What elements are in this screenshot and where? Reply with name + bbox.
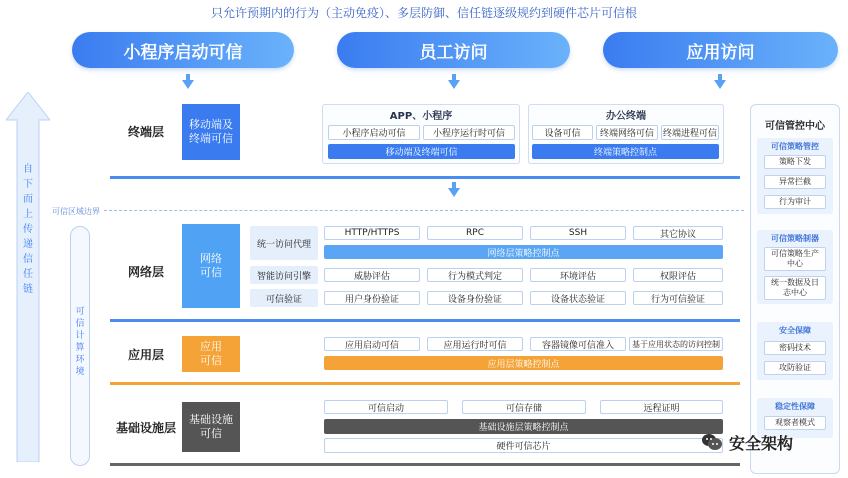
wechat-icon [701, 433, 723, 451]
infra-cell: 可信启动 [324, 400, 448, 414]
hardware-chip-cell: 硬件可信芯片 [324, 438, 723, 453]
infra-cell: 可信存储 [462, 400, 586, 414]
app-layer-cell: 应用运行时可信 [427, 337, 523, 351]
app-layer-cell: 基于应用状态的访问控制 [629, 337, 723, 351]
protocol-cell: RPC [427, 226, 523, 240]
side-item: 可信策略生产中心 [764, 247, 826, 271]
app-group-bar: 移动端及终端可信 [328, 144, 515, 159]
app-group-title: APP、小程序 [389, 110, 453, 122]
office-cell: 设备可信 [532, 125, 593, 140]
office-cell: 终端进程可信 [661, 125, 719, 140]
infra-cell: 远程证明 [600, 400, 723, 414]
network-row-tag: 统一访问代理 [250, 226, 318, 260]
app-cell: 小程序启动可信 [328, 125, 420, 140]
app-layer-cell: 应用启动可信 [324, 337, 420, 351]
infra-bar: 基础设施层策略控制点 [324, 419, 723, 434]
infra-trust-block: 基础设施 可信 [182, 402, 240, 452]
terminal-trust-block: 移动端及 终端可信 [182, 104, 240, 160]
application-bar: 应用层策略控制点 [324, 356, 723, 370]
arrow-down-icon [448, 80, 460, 89]
network-trust-block: 网络 可信 [182, 224, 240, 308]
engine-cell: 权限评估 [633, 268, 723, 282]
side-item: 统一数据及日志中心 [764, 276, 826, 300]
engine-cell: 行为模式判定 [427, 268, 523, 282]
arrow-down-icon [182, 80, 194, 89]
network-row-tag: 可信验证 [250, 289, 318, 307]
trusted-boundary-line [104, 210, 744, 211]
terminal-layer-label: 终端层 [127, 124, 164, 139]
network-bar: 网络层策略控制点 [324, 245, 723, 259]
app-cell: 小程序运行时可信 [423, 125, 515, 140]
infra-separator [110, 463, 740, 466]
application-trust-block: 应用 可信 [182, 336, 240, 372]
network-layer-label: 网络层 [127, 264, 164, 279]
protocol-cell: 其它协议 [633, 226, 723, 240]
side-item: 行为审计 [764, 195, 826, 209]
office-cell: 终端网络可信 [596, 125, 658, 140]
side-panel-title: 可信管控中心 [765, 120, 825, 132]
application-layer-label: 应用层 [127, 347, 164, 362]
side-item: 观察者模式 [764, 416, 826, 430]
engine-cell: 威胁评估 [324, 268, 420, 282]
application-separator [110, 382, 740, 385]
terminal-separator [110, 176, 740, 179]
office-group-bar: 终端策略控制点 [532, 144, 719, 159]
header-title: 只允许预期内的行为（主动免疫）、多层防御、信任链逐级规约到硬件芯片可信根 [210, 5, 637, 20]
side-item: 密码技术 [764, 341, 826, 355]
verify-cell: 设备状态验证 [530, 291, 626, 305]
side-item: 攻防验证 [764, 361, 826, 375]
trust-chain-text: 自 下 而 上 传 递 信 任 链 [23, 164, 33, 295]
network-row-tag: 智能访问引擎 [250, 266, 318, 284]
pill-employee-access: 员工访问 [337, 32, 570, 68]
side-group-head: 安全保障 [779, 325, 811, 335]
side-item: 策略下发 [764, 155, 826, 169]
protocol-cell: HTTP/HTTPS [324, 226, 420, 240]
office-group-title: 办公终端 [606, 110, 646, 122]
watermark [701, 430, 841, 454]
protocol-cell: SSH [530, 226, 626, 240]
side-group-head: 稳定性保障 [775, 401, 815, 411]
watermark-text: 安全架构 [729, 433, 794, 453]
arrow-down-icon [448, 188, 460, 197]
trusted-env-text: 可 信 计 算 环 境 [75, 307, 85, 377]
trusted-boundary-label: 可信区域边界 [52, 207, 100, 216]
app-layer-cell: 容器镜像可信准入 [530, 337, 626, 351]
engine-cell: 环境评估 [530, 268, 626, 282]
verify-cell: 用户身份验证 [324, 291, 420, 305]
arrow-down-icon [714, 80, 726, 89]
infra-layer-label: 基础设施层 [115, 420, 176, 435]
network-separator [110, 319, 740, 322]
side-group-head: 可信策略管控 [771, 141, 819, 151]
side-item: 异常拦截 [764, 175, 826, 189]
verify-cell: 行为可信验证 [633, 291, 723, 305]
pill-application-access: 应用访问 [603, 32, 838, 68]
pill-mini-program-startup: 小程序启动可信 [72, 32, 294, 68]
verify-cell: 设备身份验证 [427, 291, 523, 305]
side-group-head: 可信策略制器 [771, 233, 819, 243]
